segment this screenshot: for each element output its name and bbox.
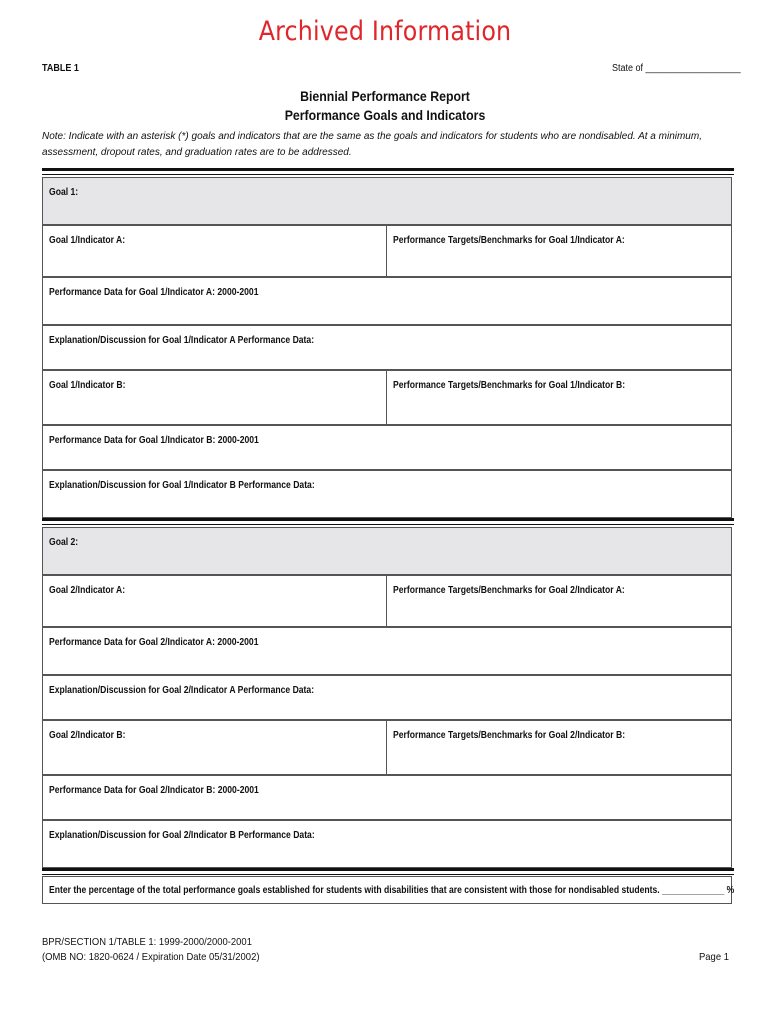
goal2-indicatorA-targets-field[interactable] (387, 576, 731, 626)
goal1-indicatorB-explanation-field[interactable] (42, 470, 732, 518)
goal1-indicatorB-field[interactable] (43, 371, 387, 424)
goal2-indicatorB-field[interactable] (43, 721, 387, 774)
percentage-label: Enter the percentage of the total performance goals established for students with disabilities that are consistent with those for nondisabled students. _____________ % (49, 885, 735, 896)
goal2-indicatorA-data-field[interactable] (42, 627, 732, 675)
section-divider (42, 518, 734, 521)
goal2-field[interactable] (42, 527, 732, 575)
footer-section-id: BPR/SECTION 1/TABLE 1: 1999-2000/2000-2001 (42, 936, 252, 948)
page-number: Page 1 (699, 951, 729, 963)
goal1-indicatorB-targets-label: Performance Targets/Benchmarks for Goal 1/Indicator B: (393, 380, 626, 391)
goal2-indicatorB-explanation-label: Explanation/Discussion for Goal 2/Indicator B Performance Data: (49, 830, 315, 841)
report-subtitle: Performance Goals and Indicators (284, 107, 486, 123)
goal1-indicatorA-field[interactable] (43, 226, 387, 276)
goal2-indicatorA-row (42, 575, 732, 627)
state-of-field[interactable]: State of ___________________ (612, 63, 741, 74)
goal1-indicatorA-targets-label: Performance Targets/Benchmarks for Goal 1/Indicator A: (393, 235, 625, 246)
goal1-indicatorB-data-label: Performance Data for Goal 1/Indicator B: 2000-2001 (49, 435, 259, 446)
goal1-indicatorA-explanation-label: Explanation/Discussion for Goal 1/Indicator A Performance Data: (49, 335, 315, 346)
section-divider-thin (42, 524, 734, 525)
goal2-indicatorB-targets-label: Performance Targets/Benchmarks for Goal 2/Indicator B: (393, 730, 626, 741)
section-divider (42, 868, 734, 871)
goal1-field[interactable] (42, 177, 732, 225)
goal1-indicatorB-row (42, 370, 732, 425)
goal1-indicatorA-label: Goal 1/Indicator A: (49, 235, 126, 246)
goal1-label: Goal 1: (49, 187, 79, 198)
section-divider (42, 168, 734, 171)
goal2-indicatorA-explanation-field[interactable] (42, 675, 732, 720)
goal2-indicatorB-data-label: Performance Data for Goal 2/Indicator B: 2000-2001 (49, 785, 259, 796)
archived-banner: Archived Information (258, 16, 512, 47)
goal1-indicatorB-explanation-label: Explanation/Discussion for Goal 1/Indicator B Performance Data: (49, 480, 315, 491)
goal1-indicatorA-data-label: Performance Data for Goal 1/Indicator A: 2000-2001 (49, 287, 259, 298)
goal2-indicatorB-row (42, 720, 732, 775)
goal2-indicatorA-field[interactable] (43, 576, 387, 626)
goal2-indicatorA-data-label: Performance Data for Goal 2/Indicator A: 2000-2001 (49, 637, 259, 648)
goal2-indicatorB-targets-field[interactable] (387, 721, 731, 774)
goal2-indicatorA-explanation-label: Explanation/Discussion for Goal 2/Indicator A Performance Data: (49, 685, 315, 696)
goal2-indicatorB-explanation-field[interactable] (42, 820, 732, 868)
goal1-indicatorA-row (42, 225, 732, 277)
percentage-row[interactable] (42, 876, 735, 904)
goal1-indicatorA-data-field[interactable] (42, 277, 732, 325)
goal2-indicatorB-label: Goal 2/Indicator B: (49, 730, 126, 741)
goal1-indicatorB-label: Goal 1/Indicator B: (49, 380, 126, 391)
goal1-indicatorA-targets-field[interactable] (387, 226, 731, 276)
section-divider-thin (42, 874, 734, 875)
goal1-indicatorA-explanation-field[interactable] (42, 325, 732, 370)
section-divider-thin (42, 174, 734, 175)
goal2-label: Goal 2: (49, 537, 79, 548)
goal2-indicatorB-data-field[interactable] (42, 775, 732, 820)
table-label: TABLE 1 (42, 63, 79, 74)
goal2-indicatorA-targets-label: Performance Targets/Benchmarks for Goal 2/Indicator A: (393, 585, 625, 596)
footer-omb: (OMB NO: 1820-0624 / Expiration Date 05/31/2002) (42, 951, 260, 963)
instruction-note: Note: Indicate with an asterisk (*) goals and indicators that are the same as the goals and indicators for students who are nondisabled. At a minimum, assessment, dropout rates, and graduation rates are to be addressed. (42, 131, 702, 158)
goal1-indicatorB-targets-field[interactable] (387, 371, 731, 424)
goal2-indicatorA-label: Goal 2/Indicator A: (49, 585, 126, 596)
report-title: Biennial Performance Report (300, 88, 470, 104)
goal1-indicatorB-data-field[interactable] (42, 425, 732, 470)
